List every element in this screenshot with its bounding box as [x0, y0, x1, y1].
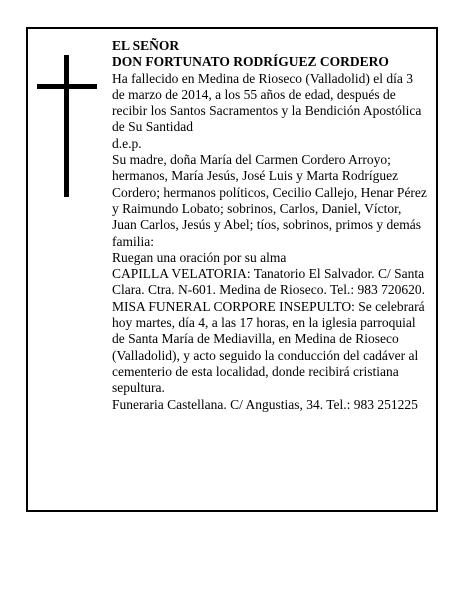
obituary-text: [112, 38, 428, 413]
cross-horizontal-bar: [37, 84, 97, 89]
title-line: EL SEÑOR: [112, 38, 180, 53]
death-announcement: Ha fallecido en Medina de Rioseco (Valladolid) el día 3 de marzo de 2014, a los 55 años de edad, después de recibir los Santos Sacramentos y la Bendición Apostólica de Su Santidad: [112, 70, 422, 135]
family-list: Su madre, doña María del Carmen Cordero Arroyo; hermanos, María Jesús, José Luis y Marta Rodríguez Cordero; hermanos políticos, Cecilio Callejo, Henar Pérez y Raimundo Lobato; sobrinos, Carlos, Daniel, Víctor, Juan Carlos, Jesús y Abel; tíos, sobrinos, primos y demás familia:: [112, 152, 427, 249]
prayer-request: Ruegan una oración por su alma: [112, 249, 287, 265]
funeral-mass-info: MISA FUNERAL CORPORE INSEPULTO: Se celebrará hoy martes, día 4, a las 17 horas, en la iglesia parroquial de Santa María de Mediavilla, en Medina de Rioseco (Valladolid), y acto seguido la conducción del cadáver al cementerio de esta localidad, donde recibirá cristiana sepultura.: [112, 298, 425, 396]
rip-abbreviation: d.e.p.: [112, 135, 142, 151]
deceased-name: DON FORTUNATO RODRÍGUEZ CORDERO: [112, 54, 389, 70]
wake-info: CAPILLA VELATORIA: Tanatorio El Salvador. C/ Santa Clara. Ctra. N-601. Medina de Rioseco. Tel.: 983 720620.: [112, 266, 425, 298]
cross-icon: [37, 55, 97, 197]
funeral-home-info: Funeraria Castellana. C/ Angustias, 34. Tel.: 983 251225: [112, 396, 418, 412]
cross-vertical-bar: [64, 55, 69, 197]
